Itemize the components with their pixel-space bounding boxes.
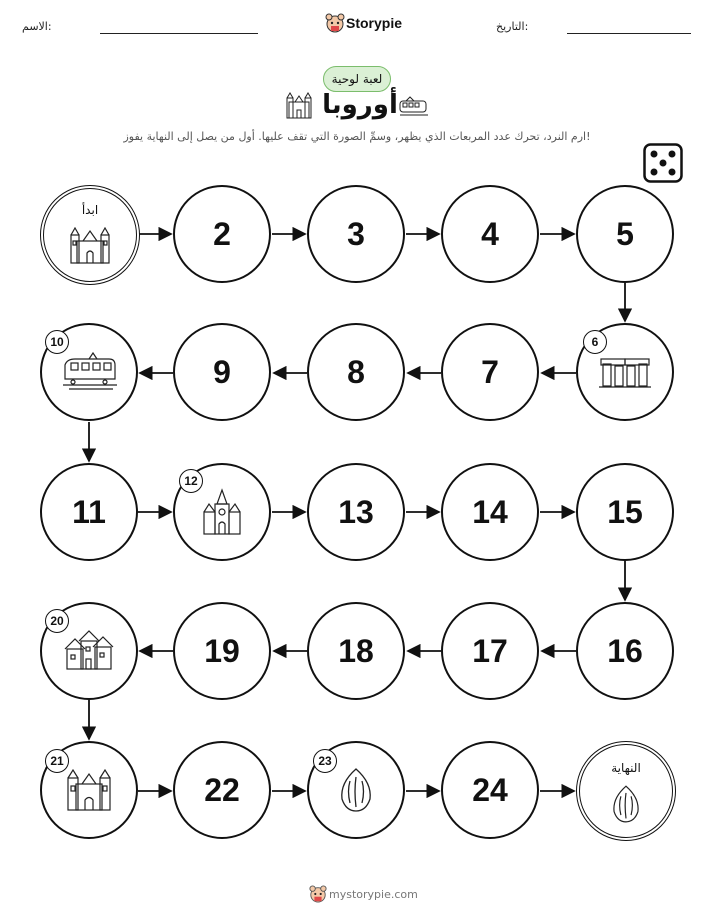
cell-number-badge: 21	[45, 749, 69, 773]
board-cell-4[interactable]: 4	[441, 185, 539, 283]
board-cell-11[interactable]: 11	[40, 463, 138, 561]
game-type-badge: لعبة لوحية	[323, 66, 391, 92]
board-cell-18[interactable]: 18	[307, 602, 405, 700]
storypie-logo-icon	[309, 885, 327, 903]
train-icon	[59, 351, 119, 393]
board-cell-14[interactable]: 14	[441, 463, 539, 561]
board-cell-7[interactable]: 7	[441, 323, 539, 421]
cell-number-badge: 10	[45, 330, 69, 354]
board-cell-17[interactable]: 17	[441, 602, 539, 700]
board-cell-19[interactable]: 19	[173, 602, 271, 700]
date-label: التاريخ:	[496, 20, 529, 33]
cathedral-icon	[201, 488, 243, 536]
board-cell-22[interactable]: 22	[173, 741, 271, 839]
page-title: أوروبا	[322, 90, 398, 120]
castle-icon	[66, 768, 112, 812]
board-cell-16[interactable]: 16	[576, 602, 674, 700]
houses-icon	[63, 629, 115, 673]
instructions: ارم النرد، تحرك عدد المربعات الذي يظهر، وسمِّ الصورة التي تقف عليها. أول من يصل إلى النهاية يفوز!	[123, 130, 591, 143]
board-cell-13[interactable]: 13	[307, 463, 405, 561]
board-cell-15[interactable]: 15	[576, 463, 674, 561]
board-cell-2[interactable]: 2	[173, 185, 271, 283]
footer-url[interactable]: mystorypie.com	[329, 888, 418, 901]
end-label: النهاية	[611, 761, 641, 775]
board-cell-3[interactable]: 3	[307, 185, 405, 283]
brand-name: Storypie	[346, 15, 403, 31]
cell-number-badge: 23	[313, 749, 337, 773]
board-cell-24[interactable]: 24	[441, 741, 539, 839]
board-cell-9[interactable]: 9	[173, 323, 271, 421]
name-label: الاسم:	[22, 20, 52, 33]
almond-icon	[609, 784, 643, 824]
cell-number-badge: 6	[583, 330, 607, 354]
almond-icon	[336, 767, 376, 813]
start-label: ابدأ	[81, 203, 99, 217]
board-cell-8[interactable]: 8	[307, 323, 405, 421]
castle-icon	[69, 227, 111, 265]
board-cell-start[interactable]	[40, 185, 140, 285]
cell-number-badge: 12	[179, 469, 203, 493]
board-cell-end[interactable]	[576, 741, 676, 841]
cell-number-badge: 20	[45, 609, 69, 633]
board-cell-5[interactable]: 5	[576, 185, 674, 283]
stonehenge-icon	[599, 354, 651, 390]
